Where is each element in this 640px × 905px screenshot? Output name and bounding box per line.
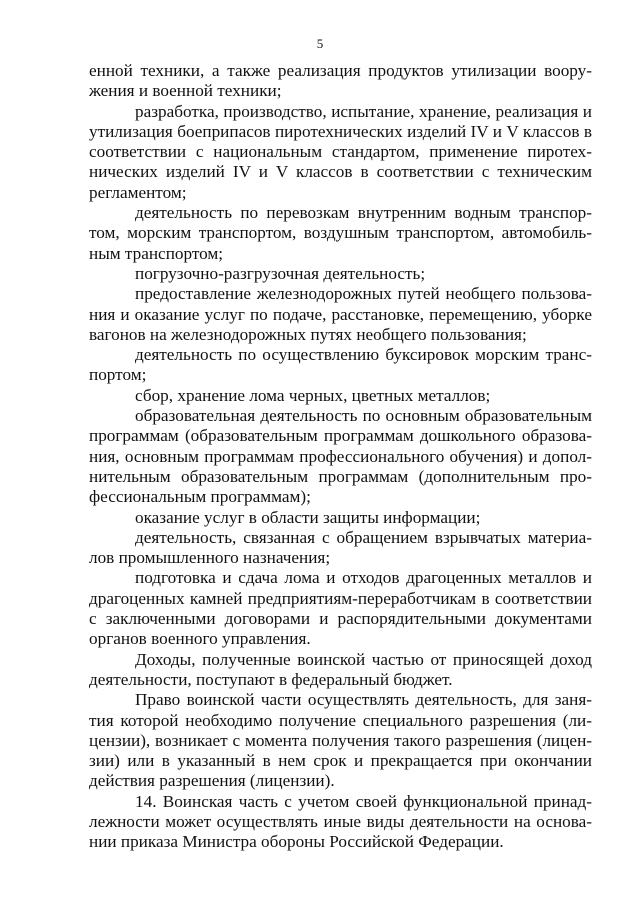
paragraph-continuation: енной техники, а также реализация продуктов утилизации вооружения и военной техники; bbox=[89, 61, 592, 101]
paragraph-transport: деятельность по перевозкам внутренним водным транспортом, морским транспортом, воздушным транспортом, автомобильным транспортом; bbox=[89, 203, 592, 263]
paragraph-explosives: деятельность, связанная с обращением взрывчатых материалов промышленного назначения; bbox=[89, 527, 592, 568]
document-body bbox=[89, 61, 592, 853]
paragraph-item-14: 14. Воинская часть с учетом своей функциональной принадлежности может осуществлять иные виды деятельности на основании приказа Министра обороны Российской Федерации. bbox=[89, 791, 592, 852]
paragraph-precious-metals: подготовка и сдача лома и отходов драгоценных металлов и драгоценных камней предприятиям-переработчикам в соответствии с заключенными договорами и распорядительными документами органов военного управления. bbox=[89, 568, 592, 649]
page-number: 5 bbox=[316, 36, 324, 51]
paragraph-towing: деятельность по осуществлению буксировок морским транспортом; bbox=[89, 345, 592, 385]
paragraph-license: Право воинской части осуществлять деятельность, для занятия которой необходимо получение специального разрешения (лицензии), возникает с момента получения такого разрешения (лицензии) или в указанный в нем срок и прекращается при окончании действия разрешения (лицензии). bbox=[89, 690, 592, 791]
paragraph-loading: погрузочно-разгрузочная деятельность; bbox=[135, 263, 426, 283]
paragraph-scrap-metal: сбор, хранение лома черных, цветных металлов; bbox=[135, 385, 491, 405]
paragraph-education: образовательная деятельность по основным образовательным программам (образовательным программам дошкольного образования, основным программам профессионального обучения) и дополнительным образовательным программам (дополнительным профессиональным программам); bbox=[89, 406, 592, 507]
paragraph-ammunition-pyrotechnics: разработка, производство, испытание, хранение, реализация и утилизация боеприпасов пиротехнических изделий IV и V классов в соответствии с национальным стандартом, применение пиротехнических изделий IV и V классов в соответствии с техническим регламентом; bbox=[89, 101, 592, 202]
paragraph-railway: предоставление железнодорожных путей необщего пользования и оказание услуг по подаче, расстановке, перемещению, уборке вагонов на железнодорожных путях необщего пользования; bbox=[89, 284, 592, 344]
paragraph-information-security: оказание услуг в области защиты информации; bbox=[135, 507, 481, 527]
paragraph-income: Доходы, полученные воинской частью от приносящей доход деятельности, поступают в федеральный бюджет. bbox=[89, 649, 592, 689]
